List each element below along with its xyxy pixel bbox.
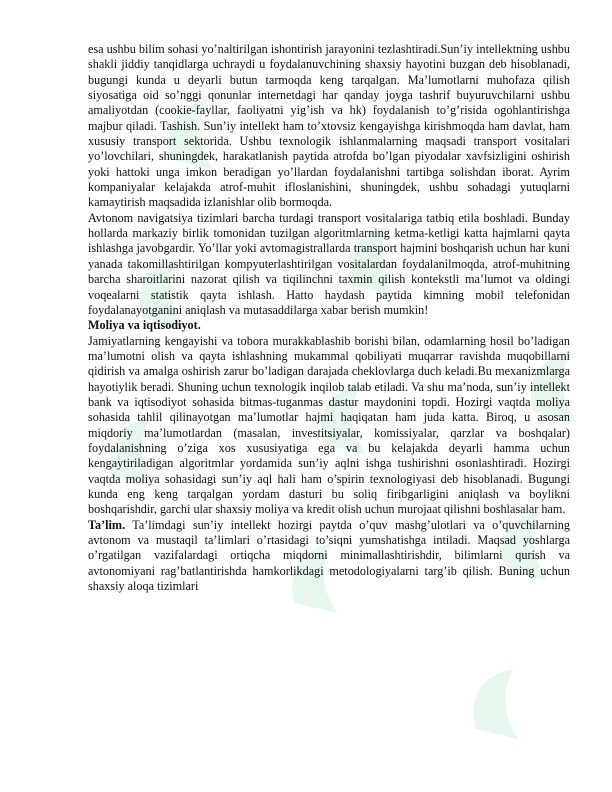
- document-body: [88, 42, 570, 594]
- education-text: Ta’limdagi sun’iy intellekt hozirgi paytda o’quv mashg’ulotlari va o’quvchilarning avtonom va mustaqil ta’limlari o’rtasidagi to’siqni yumshatishga intiladi. Maqsad yoshlarga o’rgatilgan vazifalardagi ortiqcha miqdorni minimallashtirishdir, bilimlarni qurish va avtonomiyani rag’batlantirishda hamkorlikdagi metodologiyalarni targ’ib qilish. Buning uchun shaxsiy aloqa tizimlari: [88, 517, 570, 594]
- section-heading-finance: Moliya va iqtisodiyot.: [88, 318, 201, 333]
- paragraph-navigation: Avtonom navigatsiya tizimlari barcha turdagi transport vositalariga tatbiq etila boshladi. Bunday hollarda markaziy birlik tomonidan tuzilgan algoritmlarning ketma-ketligi katta hajmlarni qayta ishlashga javobgardir. Yo’llar yoki avtomagistrallarda transport hajmini boshqarish uchun har kuni yanada takomillashtirilgan kompyuterlashtirilgan vositalardan foydalanilmoqda, atrof-muhitning barcha sharoitlarini nazorat qilish va tiqilinchni taxmin qilish kontekstli ma’lumot va oldingi voqealarni statistik qayta ishlash. Hatto haydash paytida kimning mobil telefonidan foydalanayotganini aniqlash va mutasaddilarga xabar berish mumkin!: [88, 210, 570, 317]
- education-label: Ta’lim.: [88, 517, 126, 532]
- paragraph-education: [88, 518, 570, 595]
- paragraph-finance: Jamiyatlarning kengayishi va tobora murakkablashib borishi bilan, odamlarning hosil bo’ladigan ma’lumotni olish va qayta ishlashning mukammal qobiliyati muqarrar ravishda muqobillarni qidirish va amalga oshirish zarur bo’ladigan darajada cheklovlarga duch keladi.Bu mexanizmlarga hayotiylik beradi. Shuning uchun texnologik inqilob talab etiladi. Va shu ma’noda, sun’iy intellekt bank va iqtisodiyot sohasida bitmas-tuganmas dastur maydonini topdi. Hozirgi vaqtda moliya sohasida tahlil qilinayotgan ma’lumotlar hajmi haqiqatan ham juda katta. Biroq, u asosan miqdoriy ma’lumotlardan (masalan, investitsiyalar, komissiyalar, qarzlar va boshqalar) foydalanishning o’ziga xos xususiyatiga ega va bu kelajakda deyarli hamma uchun kengaytiriladigan algoritmlar yordamida sun’iy aqlni ishga tushirishni osonlashtiradi. Hozirgi vaqtda moliya sohasidagi sun’iy aql hali ham o’spirin texnologiyasi deb hisoblanadi. Bugungi kunda eng keng tarqalgan yordam dasturi bu soliq firibgarligini aniqlash va boylikni boshqarishdir, garchi ular shaxsiy moliya va kredit olish uchun murojaat qilishni boshlasalar ham.: [88, 333, 570, 517]
- paragraph-intro: esa ushbu bilim sohasi yo’naltirilgan ishontirish jarayonini tezlashtiradi.Sun’iy intellektning ushbu shakli jiddiy tanqidlarga uchraydi u foydalanuvchining shaxsiy hayotini buzgan deb hisoblanadi, bugungi kunda u deyarli butun tarmoqda keng tarqalgan. Ma’lumotlarni muhofaza qilish siyosatiga oid so’nggi qonunlar internetdagi har qanday joyga tashrif buyuruvchilarni ushbu amaliyotdan (cookie-fayllar, faoliyatni yig’ish va hk) foydalanish to’g’risida ogohlantirishga majbur qiladi. Tashish. Sun’iy intellekt ham to’xtovsiz kengayishga kirishmoqda ham davlat, ham xususiy transport sektorida. Ushbu texnologik ishlanmalarning maqsadi transport vositalari yo’lovchilari, shuningdek, harakatlanish paytida atrofda bo’lgan piyodalar xavfsizligini oshirish yoki hattoki unga imkon beradigan yo’llardan foydalanishni tartibga solishdan iborat. Ayrim kompaniyalar kelajakda atrof-muhit ifloslanishini, shuningdek, ushbu sohadagi yutuqlarni kamaytirish maqsadida izlanishlar olib bormoqda.: [88, 42, 570, 210]
